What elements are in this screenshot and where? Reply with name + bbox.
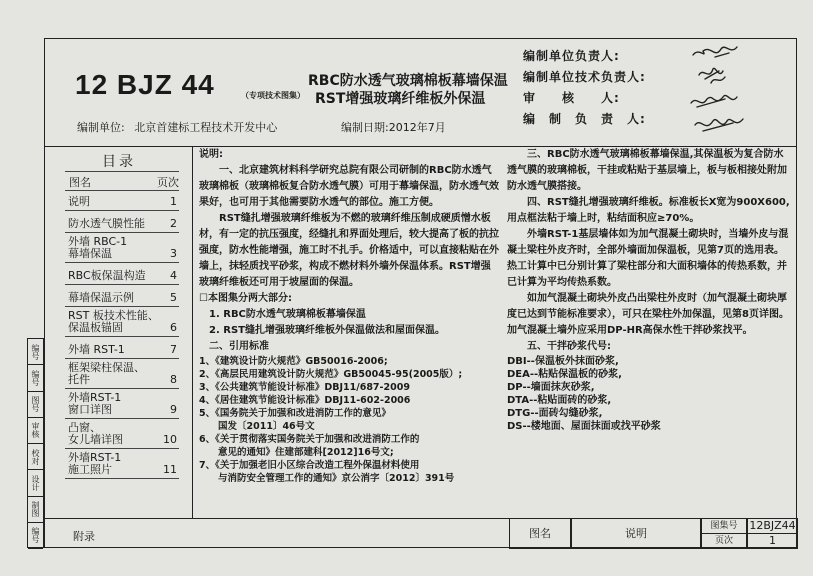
- drawing-frame: [44, 38, 797, 548]
- drawing-name-label: 图名: [509, 518, 571, 549]
- refs-list: [199, 355, 499, 485]
- mortar-item: DTG--面砖勾缝砂浆,: [507, 408, 603, 419]
- sidebar-cell: 审核: [28, 418, 43, 444]
- footer-grid: [509, 518, 798, 549]
- unit-value: 北京首建标工程技术开发中心: [134, 121, 278, 134]
- ref-item: 2、《高层民用建筑设计防火规范》GB50045-95(2005版）;: [199, 369, 463, 380]
- mortar-item: DTA--粘贴面砖的砂浆,: [507, 395, 612, 406]
- role-reviewer: 审 核 人:: [523, 91, 620, 105]
- description-para-r3: 外墙RST-1基层墙体如为加气混凝土砌块时，当墙外皮与混凝土梁柱外皮齐时，全部外墙面加保温板，见第7页的选用表。热工计算中已分别计算了梁柱部分和大面积墙体的传热系数，并已计算为平均传热系数。: [507, 229, 789, 288]
- toc-row: [65, 211, 179, 233]
- toc-row-page: 5: [170, 291, 177, 304]
- toc-row: [65, 337, 179, 359]
- responsible-roles: [523, 47, 683, 131]
- toc-row: [65, 285, 179, 307]
- mortar-item: DEA--粘贴保温板的砂浆,: [507, 369, 622, 380]
- toc-row-page: 4: [170, 269, 177, 282]
- toc-row-page: 1: [170, 195, 177, 208]
- toc-row-page: 10: [163, 433, 177, 446]
- toc-header-row: [65, 171, 179, 191]
- description-para-5: 2. RST缝扎增强玻璃纤维板外保温做法和屋面保温。: [209, 325, 445, 336]
- ref-item: 3、《公共建筑节能设计标准》DBJ11/687-2009: [199, 382, 410, 393]
- handwritten-signatures: [685, 41, 785, 141]
- toc-row: [65, 449, 179, 479]
- toc-row-page: 6: [170, 321, 177, 334]
- toc-row-page: 7: [170, 343, 177, 356]
- toc-row: [65, 307, 179, 337]
- role-compiler: 编 制 负 责 人:: [523, 112, 646, 126]
- ref-item: 意见的通知》住建部建科[2012]16号文;: [199, 447, 394, 458]
- toc-row-name: 外墙 RBC-1 幕墙保温: [68, 235, 128, 260]
- date-value: 2012年7月: [388, 121, 446, 134]
- description-heading: 说明:: [199, 149, 223, 160]
- title-block-header: [45, 39, 796, 147]
- mortar-item: DS--楼地面、屋面抹面或找平砂浆: [507, 421, 661, 432]
- description-para-4: 1. RBC防水透气玻璃棉板幕墙保温: [209, 309, 366, 320]
- mortar-item: DP--墙面抹灰砂浆,: [507, 382, 595, 393]
- mortar-item: DBI--保温板外抹面砂浆,: [507, 356, 619, 367]
- toc-row-name: 框架梁柱保温、 托件: [68, 361, 145, 386]
- toc-row: [65, 389, 179, 419]
- unit-label: 编制单位:: [77, 121, 125, 134]
- toc-row: [65, 359, 179, 389]
- toc-list: [65, 189, 179, 479]
- toc-row: [65, 189, 179, 211]
- sidebar-cell: 编号: [28, 365, 43, 391]
- atlas-title-line2: RST增强玻璃纤维板外保温: [315, 91, 486, 107]
- toc-row: [65, 233, 179, 263]
- ref-item: 6、《关于贯彻落实国务院关于加强和改进消防工作的: [199, 434, 420, 445]
- description-para-r2: 四、RST缝扎增强玻璃纤维板。标准板长X宽为900X600,用点框法粘于墙上时，粘结面积应≥70%。: [507, 197, 790, 224]
- atlas-no-label: 图集号: [701, 518, 747, 534]
- date-label: 编制日期:: [341, 121, 389, 134]
- sidebar-cell: 校对: [28, 444, 43, 470]
- role-unit-head: 编制单位负责人:: [523, 49, 620, 63]
- description-para-r1: 三、RBC防水透气玻璃棉板幕墙保温,其保温板为复合防水透气膜的玻璃棉板，干挂或粘贴于基层墙上，板与板相接处附加防水透气膜搭接。: [507, 149, 787, 192]
- toc-row-name: 幕墙保温示例: [68, 291, 134, 304]
- toc-row-name: 防水透气膜性能: [68, 217, 145, 230]
- sidebar-cell: 制图: [28, 497, 43, 523]
- ref-item: 1、《建筑设计防火规范》GB50016-2006;: [199, 356, 388, 367]
- ref-item: 5、《国务院关于加强和改进消防工作的意见》: [199, 408, 391, 419]
- approval-sidebar: [27, 338, 44, 548]
- mortar-heading: 五、干拌砂浆代号:: [527, 341, 611, 352]
- atlas-subcode: （专项技术图集）: [241, 91, 305, 100]
- sidebar-cell: 编号: [28, 339, 43, 365]
- drawing-body: [45, 147, 796, 549]
- table-of-contents: [45, 147, 193, 518]
- toc-row-name: 凸窗、 女儿墙详图: [68, 421, 123, 446]
- toc-title: 目录: [102, 154, 136, 170]
- description-para-r4: 如加气混凝土砌块外皮凸出梁柱外皮时（加气混凝土砌块厚度已达到节能标准要求），可只在梁柱外加保温，见第8页详图。加气混凝土墙外应采用DP-HR高保水性干拌砂浆找平。: [507, 293, 789, 336]
- compiling-date: [341, 119, 446, 135]
- description-right-column: [507, 147, 793, 518]
- sidebar-cell: 设计: [28, 470, 43, 496]
- atlas-no-value: 12BJZ44: [747, 518, 798, 534]
- toc-row-name: RST 板技术性能、 保温板锚固: [68, 309, 159, 334]
- toc-row-name: 外墙RST-1 窗口详图: [68, 391, 122, 416]
- drawing-name-value: 说明: [571, 518, 701, 549]
- sidebar-cell: 编号: [28, 523, 43, 549]
- toc-col-name: 图名: [69, 176, 91, 189]
- toc-row-page: 9: [170, 403, 177, 416]
- toc-row: [65, 263, 179, 285]
- toc-row: [65, 419, 179, 449]
- description-left-column: [199, 147, 499, 518]
- atlas-title-line1: RBC防水透气玻璃棉板幕墙保温: [308, 73, 508, 89]
- description-para-2: RST缝扎增强玻璃纤维板为不燃的玻璃纤维压制成硬质憎水板材，有一定的抗压强度，经缝扎和界面处理后，较大提高了板的抗拉强度，防水性能增强，施工时不扎手。价格适中，可以直接粘贴在外墙上，抹轻质找平砂浆，构成不燃材料外墙外保温体系。RST增强玻璃纤维板还可用于坡屋面的保温。: [199, 213, 499, 288]
- toc-row-name: 外墙 RST-1: [68, 343, 125, 356]
- toc-row-page: 3: [170, 247, 177, 260]
- toc-row-name: RBC板保温构造: [68, 269, 146, 282]
- toc-row-name: 外墙RST-1 施工照片: [68, 451, 122, 476]
- atlas-code: 12 BJZ 44: [75, 69, 215, 100]
- toc-row-page: 2: [170, 217, 177, 230]
- footer-atlas-label: 附录: [73, 530, 95, 543]
- toc-col-page: 页次: [157, 176, 179, 189]
- page-value: 1: [747, 533, 798, 549]
- ref-item: 4、《居住建筑节能设计标准》DBJ11-602-2006: [199, 395, 411, 406]
- title-block-footer: [45, 518, 796, 549]
- ref-item: 7、《关于加强老旧小区综合改造工程外保温材料使用: [199, 460, 420, 471]
- sidebar-cell: 图号: [28, 392, 43, 418]
- ref-item: 与消防安全管理工作的通知》京公消字〔2012〕391号: [199, 473, 455, 484]
- toc-row-page: 8: [170, 373, 177, 386]
- mortar-list: [507, 355, 793, 433]
- refs-heading: 二、引用标准: [209, 341, 269, 352]
- toc-row-name: 说明: [68, 195, 90, 208]
- page-label: 页次: [701, 533, 747, 549]
- role-tech-head: 编制单位技术负责人:: [523, 70, 646, 84]
- toc-row-page: 11: [163, 463, 177, 476]
- description-para-3: ☐本图集分两大部分:: [199, 293, 292, 304]
- compiling-unit: [77, 119, 277, 135]
- ref-item: 国发〔2011〕46号文: [199, 421, 315, 432]
- description-para-1: 一、北京建筑材料科学研究总院有限公司研制的RBC防水透气玻璃棉板（玻璃棉板复合防水透气膜）可用于幕墙保温，防水透气效果好，也可用于其他需要防水透气的部位。施工方便。: [199, 165, 499, 208]
